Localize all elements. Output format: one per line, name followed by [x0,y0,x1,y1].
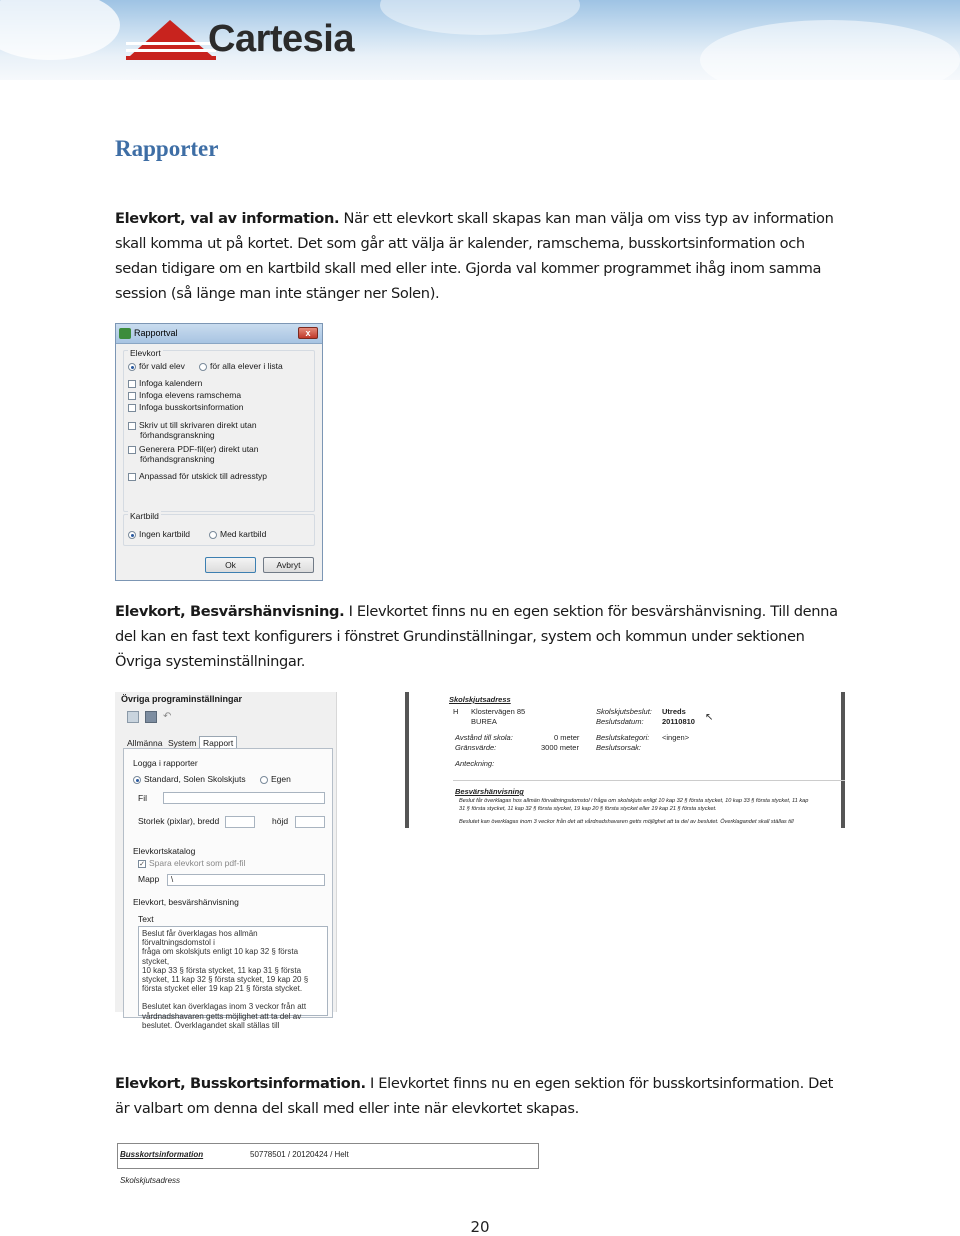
radio-label: för alla elever i lista [210,361,283,371]
busskort-excerpt [117,1143,539,1169]
checkbox-icon [128,404,136,412]
tab-rapport[interactable]: Rapport [199,736,237,749]
tab-allmanna[interactable]: Allmänna [127,738,163,748]
fil-label: Fil [138,793,147,803]
save-icon[interactable] [145,711,157,723]
radio-label: Med kartbild [220,529,267,539]
checkbox-icon [128,446,136,454]
busskort-value: 50778501 / 20120424 / Helt [250,1150,349,1159]
group-label: Elevkort, besvärshänvisning [133,897,239,907]
checkbox-label: Anpassad för utskick till adresstyp [139,471,268,481]
textarea-line: 10 kap 33 § första stycket, 11 kap 31 § första [142,965,302,975]
textarea-line: fråga om skolskjuts enligt 10 kap 32 § första stycket, [142,947,299,966]
value: 0 meter [554,733,580,742]
group-label: Elevkortskatalog [133,846,196,856]
value: Utreds [662,707,686,716]
checkbox-busskort[interactable] [128,402,243,412]
checkbox-icon [128,422,136,430]
busskort-label: Busskortsinformation [120,1150,204,1159]
section-text: I Elevkortet finns nu en egen sektion för busskortsinformation. Det är valbart om denna del skall med eller inte när elevkortet skapas. [115,1075,834,1117]
value: <ingen> [662,733,690,742]
radio-icon [209,531,217,539]
checkbox-icon [128,380,136,388]
page-number: 20 [470,1218,490,1236]
ovriga-installningar-window [115,692,337,1030]
section-besvarshanvisning [115,599,850,674]
rapportval-dialog [115,323,323,581]
label: Beslutsdatum: [596,717,644,726]
label: Skolskjutsbeslut: [596,707,652,716]
storlek-label: Storlek (pixlar), bredd [138,816,220,826]
radio-icon [128,363,136,371]
radio-vald-elev[interactable] [128,361,185,371]
radio-icon [199,363,207,371]
besvar-textarea[interactable] [138,926,328,1030]
radio-label: Standard, Solen Skolskjuts [144,774,246,784]
value: 20110810 [662,717,695,726]
checkbox-label: Infoga elevens ramschema [139,390,242,400]
checkbox-label: Skriv ut till skrivaren direkt utan [139,420,257,430]
radio-label: för vald elev [139,361,185,371]
checkbox-label-cont: förhandsgranskning [140,454,215,464]
bus-icon [119,328,131,339]
divider [453,780,845,781]
checkbox-label: Generera PDF-fil(er) direkt utan [139,444,259,454]
besvar-text: 31 § första stycket, 11 kap 32 § första stycket, 19 kap 20 § första stycket eller 19 kap 21 § första stycket. [459,806,717,812]
textarea-line [142,993,324,1002]
checkbox-icon [128,473,136,481]
cursor-icon: ↖ [705,712,714,723]
cloud-decoration [700,20,960,100]
street: Klostervägen 85 [471,707,526,716]
skolskjutsadress-heading: Skolskjutsadress [449,695,511,704]
checkbox-label: Spara elevkort som pdf-fil [149,858,246,868]
radio-ingen-kartbild[interactable] [128,529,190,539]
tab-system[interactable]: System [168,738,197,748]
radio-label: Egen [271,774,291,784]
radio-label: Ingen kartbild [139,529,191,539]
mapp-input[interactable]: \ [167,874,325,886]
new-icon[interactable] [127,711,139,723]
skolskjutsadress-heading: Skolskjutsadress [120,1176,181,1185]
section-val-av-information [115,206,850,306]
label: Avstånd till skola: [455,733,513,742]
elevkort-document-excerpt [405,692,845,828]
section-text: I Elevkortet finns nu en egen sektion för besvärshänvisning. Till denna del kan en fast text konfigurers i fönstret Grundinställningar, system och kommun under sektionen Övriga systeminställningar. [115,603,838,670]
checkbox-ramschema[interactable] [128,390,241,400]
checkbox-icon [128,392,136,400]
checkbox-label-cont: förhandsgranskning [140,430,215,440]
section-busskortsinformation [115,1071,850,1121]
label: Anteckning: [455,759,495,768]
radio-alla-elever[interactable] [199,361,283,371]
value: 3000 meter [541,743,579,752]
checkbox-pdf[interactable] [128,444,259,454]
checkbox-label: Infoga kalendern [139,378,203,388]
cartesia-logo [126,12,386,62]
hojd-label: höjd [272,816,289,826]
group-label: Elevkort [130,348,161,358]
checkbox-spara-pdf[interactable] [138,858,245,868]
city: BUREA [471,717,497,726]
adress-type: H [453,707,459,716]
header-banner [0,0,960,80]
section-text: När ett elevkort skall skapas kan man välja om viss typ av information skall komma ut på kortet. Det som går att välja är kalender, ramschema, busskortsinformation och sedan tidigare om en kartbild skall med eller inte. Gjorda val kommer programmet ihåg inom samma session (så länge man inte stänger ner Solen). [115,210,834,302]
radio-icon [128,531,136,539]
group-label: Kartbild [130,511,159,521]
radio-med-kartbild[interactable] [209,529,266,539]
besvar-text: Beslutet kan överklagas inom 3 veckor från det att vårdnadshavaren getts möjlighet att ta del av beslutet. Överklagandet skall ställas till [459,819,794,825]
radio-icon [260,776,268,784]
page-title: Rapporter [115,136,219,161]
checkbox-anpassad[interactable] [128,471,267,481]
radio-standard[interactable] [133,774,246,784]
ok-button[interactable]: Ok [205,557,256,573]
textarea-line: Beslutet kan överklagas inom 3 veckor från att [142,1002,307,1012]
besvar-text: Beslut får överklagas hos allmän förvaltningsdomstol i fråga om skolskjuts enligt 10 kap 32 § första stycket, 10 kap 33 § första stycket, 11 kap [459,798,809,804]
besvar-heading: Besvärshänvisning [455,787,524,796]
section-title: Elevkort, Busskortsinformation. [115,1075,366,1092]
section-title: Elevkort, val av information. [115,210,340,227]
textarea-line: Beslut får överklagas hos allmän förvaltningsdomstol i [142,929,258,948]
logo-mark-icon [126,12,216,62]
label: Beslutskategori: [596,733,650,742]
checkbox-kalender[interactable] [128,378,202,388]
radio-icon [133,776,141,784]
bredd-input[interactable] [225,816,255,828]
undo-icon[interactable]: ↶ [163,711,172,722]
cloud-decoration [380,0,580,35]
label: Beslutsorsak: [596,743,642,752]
radio-egen[interactable] [260,774,291,784]
dialog-titlebar [116,324,322,344]
section-title: Elevkort, Besvärshänvisning. [115,603,345,620]
group-label: Logga i rapporter [133,758,198,768]
textarea-line: beslutet. Överklagandet skall ställas till [142,1020,280,1030]
avbryt-button[interactable]: Avbryt [263,557,314,573]
text-label: Text [138,914,154,924]
hojd-input[interactable] [295,816,325,828]
textarea-line: vårdnadshavaren getts möjlighet att ta del av [142,1011,302,1021]
textarea-line: första stycket eller 19 kap 21 § första stycket. [142,984,303,994]
close-icon[interactable]: x [298,327,318,339]
checkbox-label: Infoga busskortsinformation [139,402,244,412]
mapp-label: Mapp [138,874,160,884]
logo-text: Cartesia [208,18,354,60]
window-title: Övriga programinställningar [121,694,243,704]
checkbox-icon [138,860,146,868]
fil-input[interactable] [163,792,325,804]
label: Gränsvärde: [455,743,497,752]
cloud-decoration [0,0,120,60]
dialog-title: Rapportval [134,328,178,338]
textarea-line: stycket, 11 kap 32 § första stycket, 19 kap 20 § [142,975,309,985]
checkbox-skriv-ut[interactable] [128,420,257,430]
